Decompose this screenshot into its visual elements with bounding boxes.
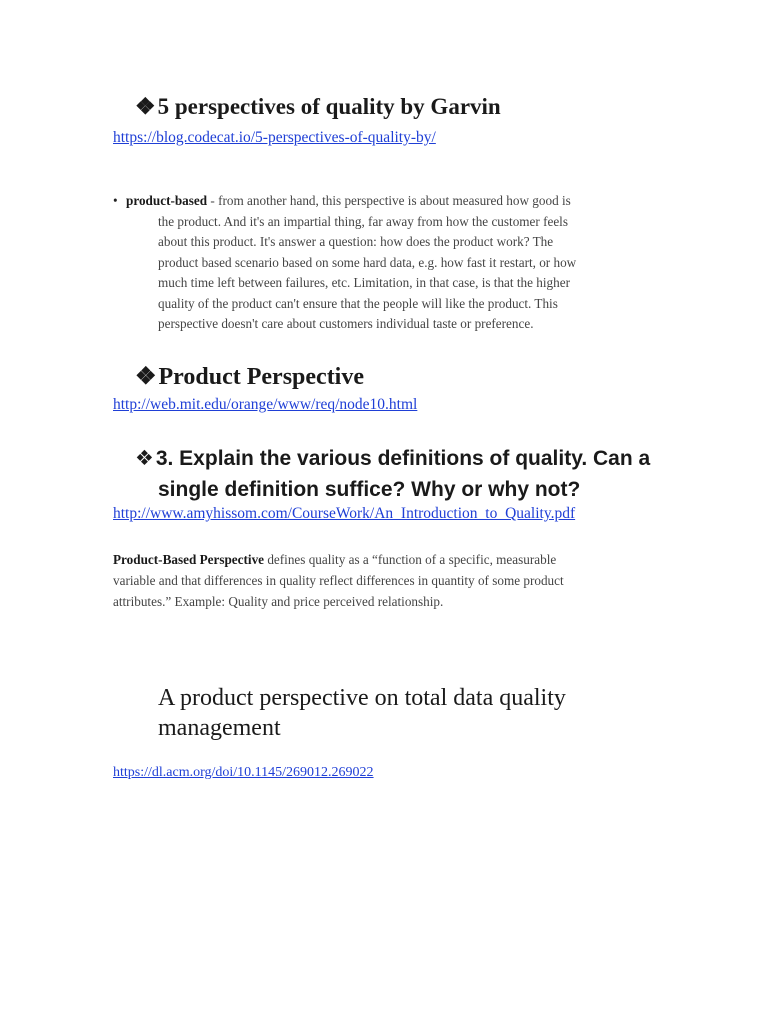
bullet-line-6: quality of the product can't ensure that the people will like the product. This [158, 295, 558, 311]
diamond-bullet-icon: ❖ [135, 447, 154, 470]
acm-link[interactable]: https://dl.acm.org/doi/10.1145/269012.269022 [113, 765, 374, 780]
bullet-line-3: about this product. It's answer a question: how does the product work? The [158, 234, 554, 249]
diamond-bullet-icon: ❖ [135, 94, 156, 119]
question-heading [135, 443, 650, 505]
bullet-line-7: perspective doesn't care about customers individual taste or preference. [158, 316, 534, 331]
definition-lead: Product-Based Perspective [113, 552, 265, 567]
product-based-definition [113, 549, 653, 612]
bullet-lead: product-based [126, 193, 208, 208]
definition-line-3: attributes.” Example: Quality and price perceived relationship. [113, 594, 444, 609]
bullet-marker: • [113, 193, 118, 208]
bullet-line-2: the product. And it's an impartial thing, far away from how the customer feels [158, 213, 568, 229]
product-based-bullet [113, 191, 643, 335]
garvin-heading-text: 5 perspectives of quality by Garvin [157, 94, 501, 119]
article-title-line-1: A product perspective on total data quality [158, 685, 566, 711]
bullet-line-1 [126, 191, 643, 212]
diamond-bullet-icon: ❖ [135, 364, 157, 390]
question-heading-line-2: single definition suffice? Why or why not? [158, 478, 581, 501]
definition-line-2: variable and that differences in quality reflect differences in quantity of some product [113, 573, 564, 588]
article-title-line-2: management [158, 715, 281, 741]
mit-link[interactable]: http://web.mit.edu/orange/www/req/node10.html [113, 396, 418, 413]
bullet-line-text: - from another hand, this perspective is about measured how good is [207, 193, 571, 208]
question-heading-line-1: 3. Explain the various definitions of quality. Can a [155, 447, 651, 470]
bullet-line-5: much time left between failures, etc. Limitation, in that case, is that the higher [158, 275, 570, 290]
product-perspective-heading-text: Product Perspective [158, 364, 365, 390]
garvin-link[interactable]: https://blog.codecat.io/5-perspectives-of-quality-by/ [113, 129, 436, 146]
garvin-heading [135, 94, 501, 120]
product-perspective-heading [135, 362, 364, 391]
definition-line-1-text: defines quality as a “function of a specific, measurable [264, 552, 557, 567]
amyhissom-link[interactable]: http://www.amyhissom.com/CourseWork/An_Introduction_to_Quality.pdf [113, 505, 576, 522]
article-title [158, 683, 638, 743]
definition-line-1 [113, 549, 653, 570]
bullet-line-4: product based scenario based on some hard data, e.g. how fast it restart, or how [158, 254, 577, 270]
